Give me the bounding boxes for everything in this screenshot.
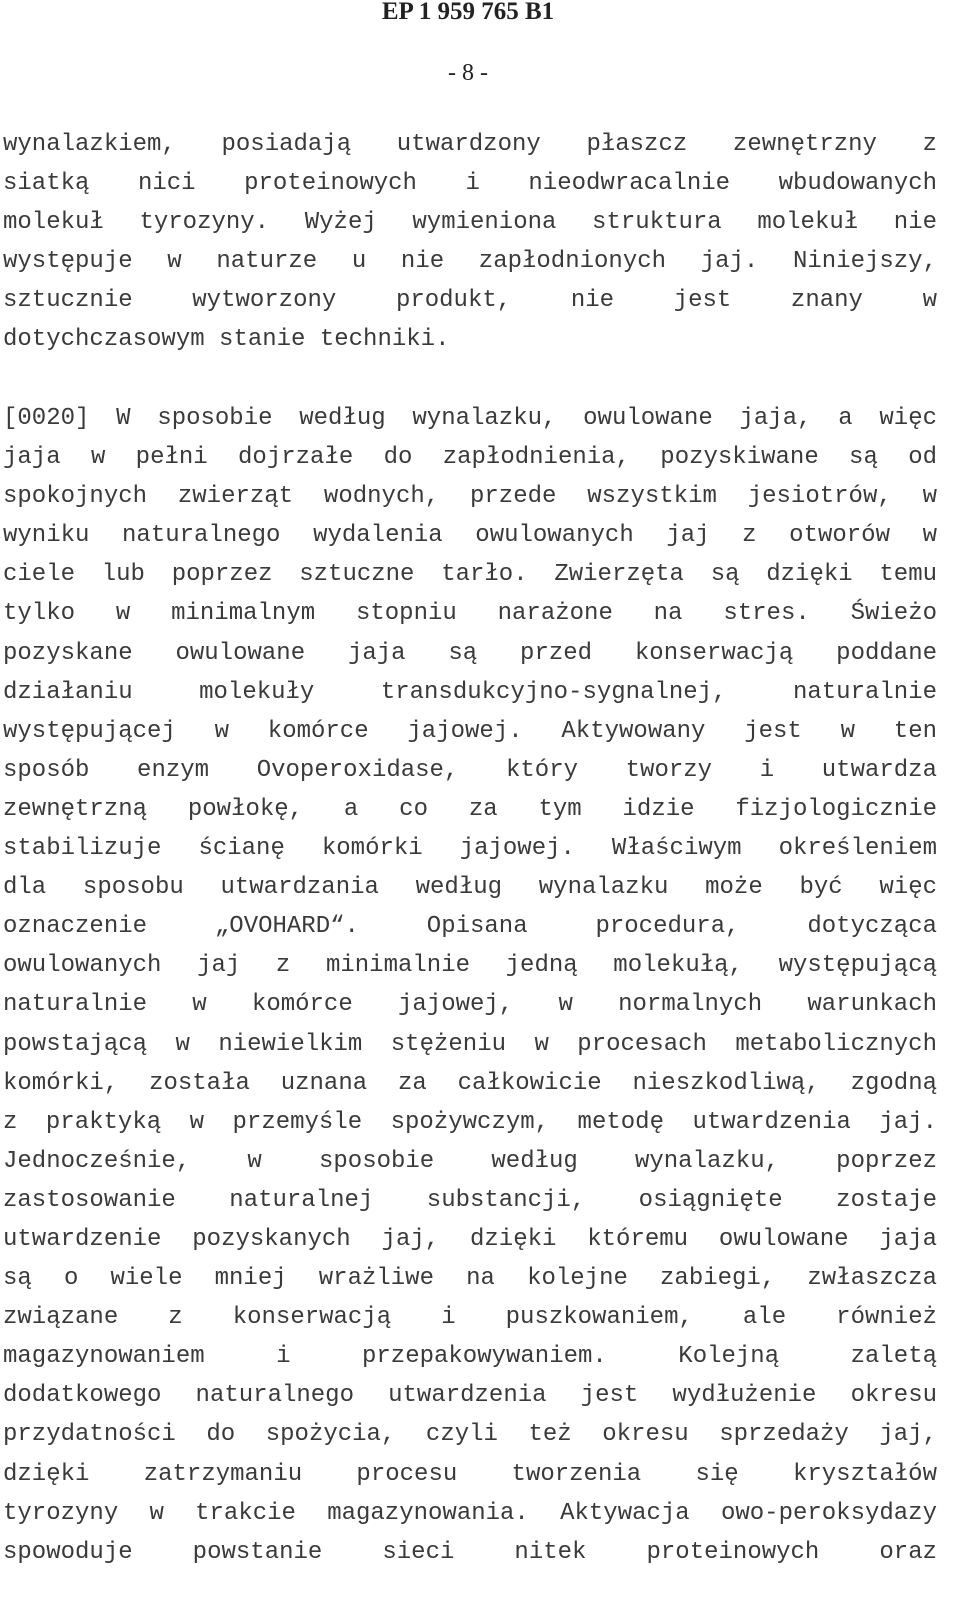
- text-line: występuje w naturze u nie zapłodnionych jaj. Niniejszy,: [3, 248, 937, 276]
- text-line: Jednocześnie, w sposobie według wynalazku, poprzez: [3, 1147, 937, 1175]
- text-line: działaniu molekuły transdukcyjno-sygnalnej, naturalnie: [3, 678, 937, 706]
- text-line: naturalnie w komórce jajowej, w normalnych warunkach: [3, 991, 937, 1019]
- text-line: występującej w komórce jajowej. Aktywowany jest w ten: [3, 717, 937, 745]
- text-line: wyniku naturalnego wydalenia owulowanych jaj z otworów w: [3, 522, 937, 550]
- text-line: siatką nici proteinowych i nieodwracalnie wbudowanych: [3, 170, 937, 198]
- text-line: spowoduje powstanie sieci nitek proteinowych oraz: [3, 1538, 937, 1566]
- text-line: sposób enzym Ovoperoxidase, który tworzy i utwardza: [3, 756, 937, 784]
- text-line: związane z konserwacją i puszkowaniem, ale również: [3, 1304, 937, 1332]
- text-line: spokojnych zwierząt wodnych, przede wszystkim jesiotrów, w: [3, 483, 937, 511]
- text-line: dla sposobu utwardzania według wynalazku może być więc: [3, 874, 937, 902]
- text-line: z praktyką w przemyśle spożywczym, metodę utwardzenia jaj.: [3, 1108, 937, 1136]
- text-line: komórki, została uznana za całkowicie nieszkodliwą, zgodną: [3, 1069, 937, 1097]
- text-line: dodatkowego naturalnego utwardzenia jest wydłużenie okresu: [3, 1382, 937, 1410]
- text-line: sztucznie wytworzony produkt, nie jest znany w: [3, 287, 937, 315]
- text-line: owulowanych jaj z minimalnie jedną molekułą, występującą: [3, 952, 937, 980]
- text-line: dotychczasowym stanie techniki.: [3, 326, 450, 354]
- text-line: wynalazkiem, posiadają utwardzony płaszcz zewnętrzny z: [3, 131, 937, 158]
- text-line: molekuł tyrozyny. Wyżej wymieniona struktura molekuł nie: [3, 209, 937, 237]
- text-line: [0020] W sposobie według wynalazku, owulowane jaja, a więc: [3, 405, 937, 432]
- text-line: tylko w minimalnym stopniu narażone na stres. Świeżo: [3, 600, 937, 628]
- text-line: zastosowanie naturalnej substancji, osiągnięte zostaje: [3, 1186, 937, 1214]
- text-line: zewnętrzną powłokę, a co za tym idzie fizjologicznie: [3, 795, 937, 823]
- page-number: - 8 -: [448, 60, 488, 86]
- text-line: magazynowaniem i przepakowywaniem. Kolejną zaletą: [3, 1343, 937, 1371]
- document-header-title: EP 1 959 765 B1: [381, 0, 555, 25]
- text-line: jaja w pełni dojrzałe do zapłodnienia, pozyskiwane są od: [3, 444, 937, 472]
- text-line: ciele lub poprzez sztuczne tarło. Zwierzęta są dzięki temu: [3, 561, 937, 589]
- text-line: przydatności do spożycia, czyli też okresu sprzedaży jaj,: [3, 1421, 937, 1449]
- text-line: tyrozyny w trakcie magazynowania. Aktywacja owo-peroksydazy: [3, 1499, 937, 1527]
- text-line: dzięki zatrzymaniu procesu tworzenia się kryształów: [3, 1460, 937, 1488]
- text-line: oznaczenie „OVOHARD“. Opisana procedura, dotycząca: [3, 913, 937, 941]
- text-line: pozyskane owulowane jaja są przed konserwacją poddane: [3, 639, 937, 667]
- text-line: są o wiele mniej wrażliwe na kolejne zabiegi, zwłaszcza: [3, 1265, 937, 1293]
- text-line: powstającą w niewielkim stężeniu w procesach metabolicznych: [3, 1030, 937, 1058]
- paragraph-0020: [3, 399, 937, 1572]
- text-line: utwardzenie pozyskanych jaj, dzięki któremu owulowane jaja: [3, 1225, 937, 1253]
- text-line: stabilizuje ścianę komórki jajowej. Właściwym określeniem: [3, 835, 937, 863]
- paragraph-0019-continuation: [3, 125, 937, 360]
